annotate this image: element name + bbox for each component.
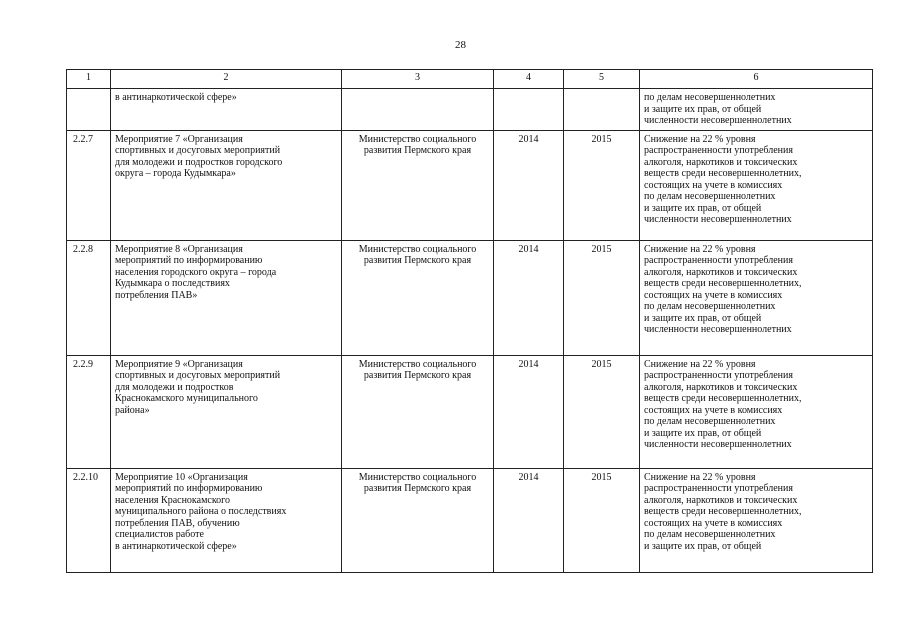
- table-row: [67, 468, 873, 572]
- row-result: Снижение на 22 % уровня распространенности употребления алкоголя, наркотиков и токсических веществ среди несовершеннолетних, состоящих на учете в комиссиях по делам несовершеннолетних и защите их прав, от общей численности несовершеннолетних: [640, 130, 873, 240]
- continuation-executor: [342, 89, 494, 131]
- row-result: Снижение на 22 % уровня распространенности употребления алкоголя, наркотиков и токсических веществ среди несовершеннолетних, состоящих на учете в комиссиях по делам несовершеннолетних и защите их прав, от общей: [640, 468, 873, 572]
- table-row: [67, 355, 873, 468]
- col-header-2: 2: [111, 70, 342, 89]
- page-number: 28: [455, 39, 466, 51]
- continuation-end: [564, 89, 640, 131]
- row-start-year: 2014: [494, 130, 564, 240]
- row-number: 2.2.9: [67, 355, 111, 468]
- row-start-year: 2014: [494, 468, 564, 572]
- row-number: 2.2.10: [67, 468, 111, 572]
- row-number: 2.2.8: [67, 240, 111, 355]
- row-measure: Мероприятие 8 «Организация мероприятий по информированию населения городского округа – города Кудымкара о последствиях потребления ПАВ»: [111, 240, 342, 355]
- row-end-year: 2015: [564, 355, 640, 468]
- table-row: [67, 240, 873, 355]
- header-row: [67, 70, 873, 89]
- row-start-year: 2014: [494, 355, 564, 468]
- col-header-3: 3: [342, 70, 494, 89]
- continuation-result: по делам несовершеннолетних и защите их прав, от общей численности несовершеннолетних: [640, 89, 873, 131]
- measures-table: [66, 69, 873, 573]
- continuation-measure: в антинаркотической сфере»: [111, 89, 342, 131]
- continuation-row: [67, 89, 873, 131]
- row-executor: Министерство социального развития Пермского края: [342, 355, 494, 468]
- row-executor: Министерство социального развития Пермского края: [342, 468, 494, 572]
- row-measure: Мероприятие 9 «Организация спортивных и досуговых мероприятий для молодежи и подростков Краснокамского муниципального района»: [111, 355, 342, 468]
- col-header-1: 1: [67, 70, 111, 89]
- row-result: Снижение на 22 % уровня распространенности употребления алкоголя, наркотиков и токсических веществ среди несовершеннолетних, состоящих на учете в комиссиях по делам несовершеннолетних и защите их прав, от общей численности несовершеннолетних: [640, 240, 873, 355]
- row-start-year: 2014: [494, 240, 564, 355]
- row-number: 2.2.7: [67, 130, 111, 240]
- row-end-year: 2015: [564, 240, 640, 355]
- row-measure: Мероприятие 7 «Организация спортивных и досуговых мероприятий для молодежи и подростков городского округа – города Кудымкара»: [111, 130, 342, 240]
- table-row: [67, 130, 873, 240]
- continuation-start: [494, 89, 564, 131]
- row-executor: Министерство социального развития Пермского края: [342, 240, 494, 355]
- col-header-4: 4: [494, 70, 564, 89]
- col-header-6: 6: [640, 70, 873, 89]
- col-header-5: 5: [564, 70, 640, 89]
- row-end-year: 2015: [564, 468, 640, 572]
- row-measure: Мероприятие 10 «Организация мероприятий по информированию населения Краснокамского муниципального района о последствиях потребления ПАВ, обучению специалистов работе в антинаркотической сфере»: [111, 468, 342, 572]
- row-result: Снижение на 22 % уровня распространенности употребления алкоголя, наркотиков и токсических веществ среди несовершеннолетних, состоящих на учете в комиссиях по делам несовершеннолетних и защите их прав, от общей численности несовершеннолетних: [640, 355, 873, 468]
- continuation-num: [67, 89, 111, 131]
- row-executor: Министерство социального развития Пермского края: [342, 130, 494, 240]
- row-end-year: 2015: [564, 130, 640, 240]
